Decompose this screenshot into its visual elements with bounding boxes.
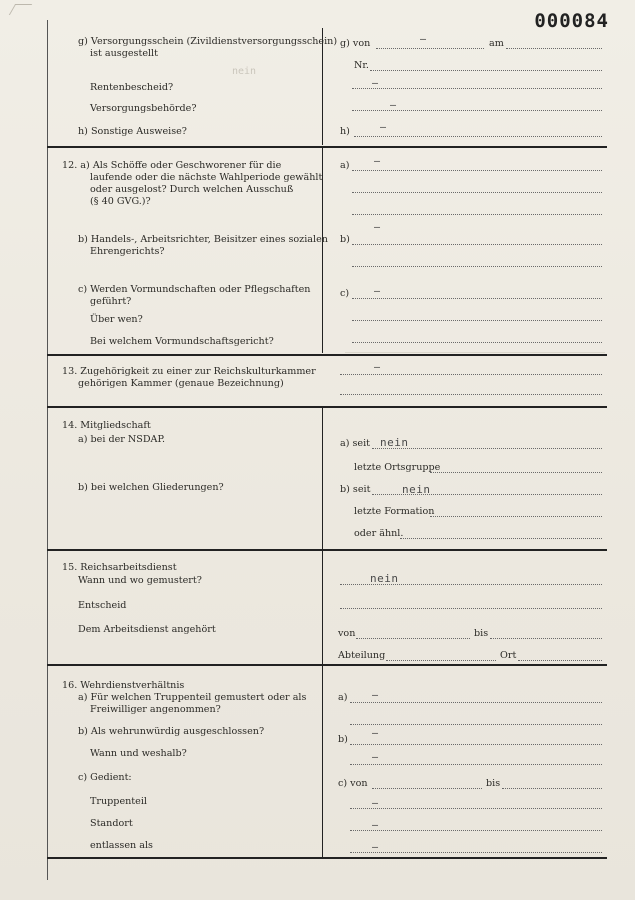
answer-16b-label: b) <box>338 734 348 745</box>
answer-line <box>354 136 602 137</box>
answer-line <box>352 342 602 343</box>
question-12b-line2: Ehrengerichts? <box>90 246 165 257</box>
answer-line <box>352 244 602 245</box>
answer-line <box>518 660 602 661</box>
answer-12b-label: b) <box>340 234 350 245</box>
section-divider <box>47 664 607 666</box>
left-margin-line <box>47 20 48 880</box>
answer-16c-bis-label: bis <box>486 778 501 789</box>
section-divider <box>47 857 607 859</box>
question-12b: b) Handels-, Arbeitsrichter, Beisitzer eines sozialen <box>78 234 328 245</box>
answer-line <box>372 788 482 789</box>
answer-16c-label: c) von <box>338 778 368 789</box>
answer-dash: – <box>374 156 381 167</box>
question-16a: a) Für welchen Truppenteil gemustert oder als <box>78 692 307 703</box>
answer-line <box>350 764 602 765</box>
answer-14a-label: a) seit <box>340 438 371 449</box>
question-15-entscheid: Entscheid <box>78 600 127 611</box>
answer-line <box>350 744 602 745</box>
question-16c-entlassen: entlassen als <box>90 840 153 851</box>
question-16c: c) Gedient: <box>78 772 132 783</box>
answer-dash: – <box>372 728 379 739</box>
answer-dash: – <box>372 78 379 89</box>
answer-dash: – <box>390 100 397 111</box>
answer-h-label: h) <box>340 126 350 137</box>
answer-dash: – <box>372 820 379 831</box>
typed-answer-14a: nein <box>380 436 409 449</box>
section-divider <box>47 146 607 148</box>
answer-dash: – <box>372 842 379 853</box>
question-g: g) Versorgungsschein (Zivildienstversorgungsschein) <box>78 36 338 47</box>
answer-dash: – <box>380 122 387 133</box>
question-14b: b) bei welchen Gliederungen? <box>78 482 224 493</box>
answer-dash: – <box>372 752 379 763</box>
answer-line <box>352 88 602 89</box>
answer-line <box>400 538 602 539</box>
question-12a: 12. a) Als Schöffe oder Geschworener für die <box>62 160 282 171</box>
answer-12c-label: c) <box>340 288 350 299</box>
answer-line <box>506 48 602 49</box>
question-12c-line3: Über wen? <box>90 314 143 325</box>
question-16b-line2: Wann und weshalb? <box>90 748 187 759</box>
answer-line <box>352 170 602 171</box>
answer-dash: – <box>374 286 381 297</box>
question-16c-truppenteil: Truppenteil <box>90 796 147 807</box>
answer-line <box>352 320 602 321</box>
question-16b: b) Als wehrunwürdig ausgeschlossen? <box>78 726 265 737</box>
typed-answer-14b: nein <box>402 483 431 496</box>
answer-16a-label: a) <box>338 692 348 703</box>
column-divider <box>322 666 323 858</box>
corner-fold <box>9 4 32 15</box>
answer-dash: – <box>420 34 427 45</box>
answer-line <box>430 516 602 517</box>
answer-line <box>340 374 602 375</box>
answer-aehnl-label: oder ähnl. <box>354 528 404 539</box>
question-15-angehoert: Dem Arbeitsdienst angehört <box>78 624 216 635</box>
column-divider <box>322 551 323 664</box>
typed-answer-15: nein <box>370 572 399 585</box>
answer-12a-label: a) <box>340 160 350 171</box>
question-15-line2: Wann und wo gemustert? <box>78 575 202 586</box>
answer-line <box>372 448 602 449</box>
bleed-through: nein <box>232 66 257 77</box>
question-12c-line2: geführt? <box>90 296 132 307</box>
question-16c-standort: Standort <box>90 818 133 829</box>
question-12a-line4: (§ 40 GVG.)? <box>90 196 151 207</box>
answer-line <box>350 852 602 853</box>
answer-line <box>352 298 602 299</box>
answer-line <box>340 394 602 395</box>
answer-ortsgruppe-label: letzte Ortsgruppe <box>354 462 441 473</box>
question-16: 16. Wehrdienstverhältnis <box>62 680 185 691</box>
answer-line <box>376 48 484 49</box>
answer-line <box>370 70 602 71</box>
section-divider <box>47 406 607 408</box>
answer-line <box>350 830 602 831</box>
question-12c-line4: Bei welchem Vormundschaftsgericht? <box>90 336 274 347</box>
answer-dash: – <box>374 222 381 233</box>
question-16a-line2: Freiwilliger angenommen? <box>90 704 221 715</box>
answer-nr-label: Nr. <box>354 60 369 71</box>
answer-bis-label: bis <box>474 628 489 639</box>
section-divider <box>47 549 607 551</box>
question-14a: a) bei der NSDAP. <box>78 434 166 445</box>
answer-line <box>350 808 602 809</box>
section-divider <box>47 354 607 356</box>
answer-line <box>356 638 470 639</box>
answer-line <box>502 788 602 789</box>
answer-line <box>490 638 602 639</box>
column-divider <box>322 407 323 549</box>
answer-von-label: von <box>338 628 356 639</box>
question-13: 13. Zugehörigkeit zu einer zur Reichskulturkammer <box>62 366 316 377</box>
answer-abteilung-label: Abteilung <box>338 650 386 661</box>
answer-formation-label: letzte Formation <box>354 506 435 517</box>
answer-dash: – <box>374 362 381 373</box>
answer-ort-label: Ort <box>500 650 517 661</box>
answer-line <box>340 608 602 609</box>
answer-line <box>352 214 602 215</box>
question-15: 15. Reichsarbeitsdienst <box>62 562 177 573</box>
answer-line <box>350 724 602 725</box>
answer-line <box>352 266 602 267</box>
answer-line <box>372 494 602 495</box>
question-13-line2: gehörigen Kammer (genaue Bezeichnung) <box>78 378 284 389</box>
answer-line <box>386 660 496 661</box>
serial-number: 000084 <box>534 10 609 32</box>
answer-dash: – <box>372 690 379 701</box>
question-12a-line3: oder ausgelost? Durch welchen Ausschuß <box>90 184 294 195</box>
question-14: 14. Mitgliedschaft <box>62 420 151 431</box>
answer-am-label: am <box>489 38 504 49</box>
question-g-line2: ist ausgestellt <box>90 48 158 59</box>
answer-g-label: g) von <box>340 38 371 49</box>
answer-line <box>350 702 602 703</box>
answer-14b-label: b) seit <box>340 484 371 495</box>
answer-line <box>430 472 602 473</box>
question-versorgungsbehoerde: Versorgungsbehörde? <box>90 103 197 114</box>
question-12a-line2: laufende oder die nächste Wahlperiode gewählt <box>90 172 323 183</box>
answer-dash: – <box>372 798 379 809</box>
question-h: h) Sonstige Ausweise? <box>78 126 187 137</box>
answer-line <box>352 192 602 193</box>
answer-line <box>340 584 602 585</box>
answer-line <box>352 110 602 111</box>
question-12c: c) Werden Vormundschaften oder Pflegschaften <box>78 284 311 295</box>
question-rentenbescheid: Rentenbescheid? <box>90 82 174 93</box>
